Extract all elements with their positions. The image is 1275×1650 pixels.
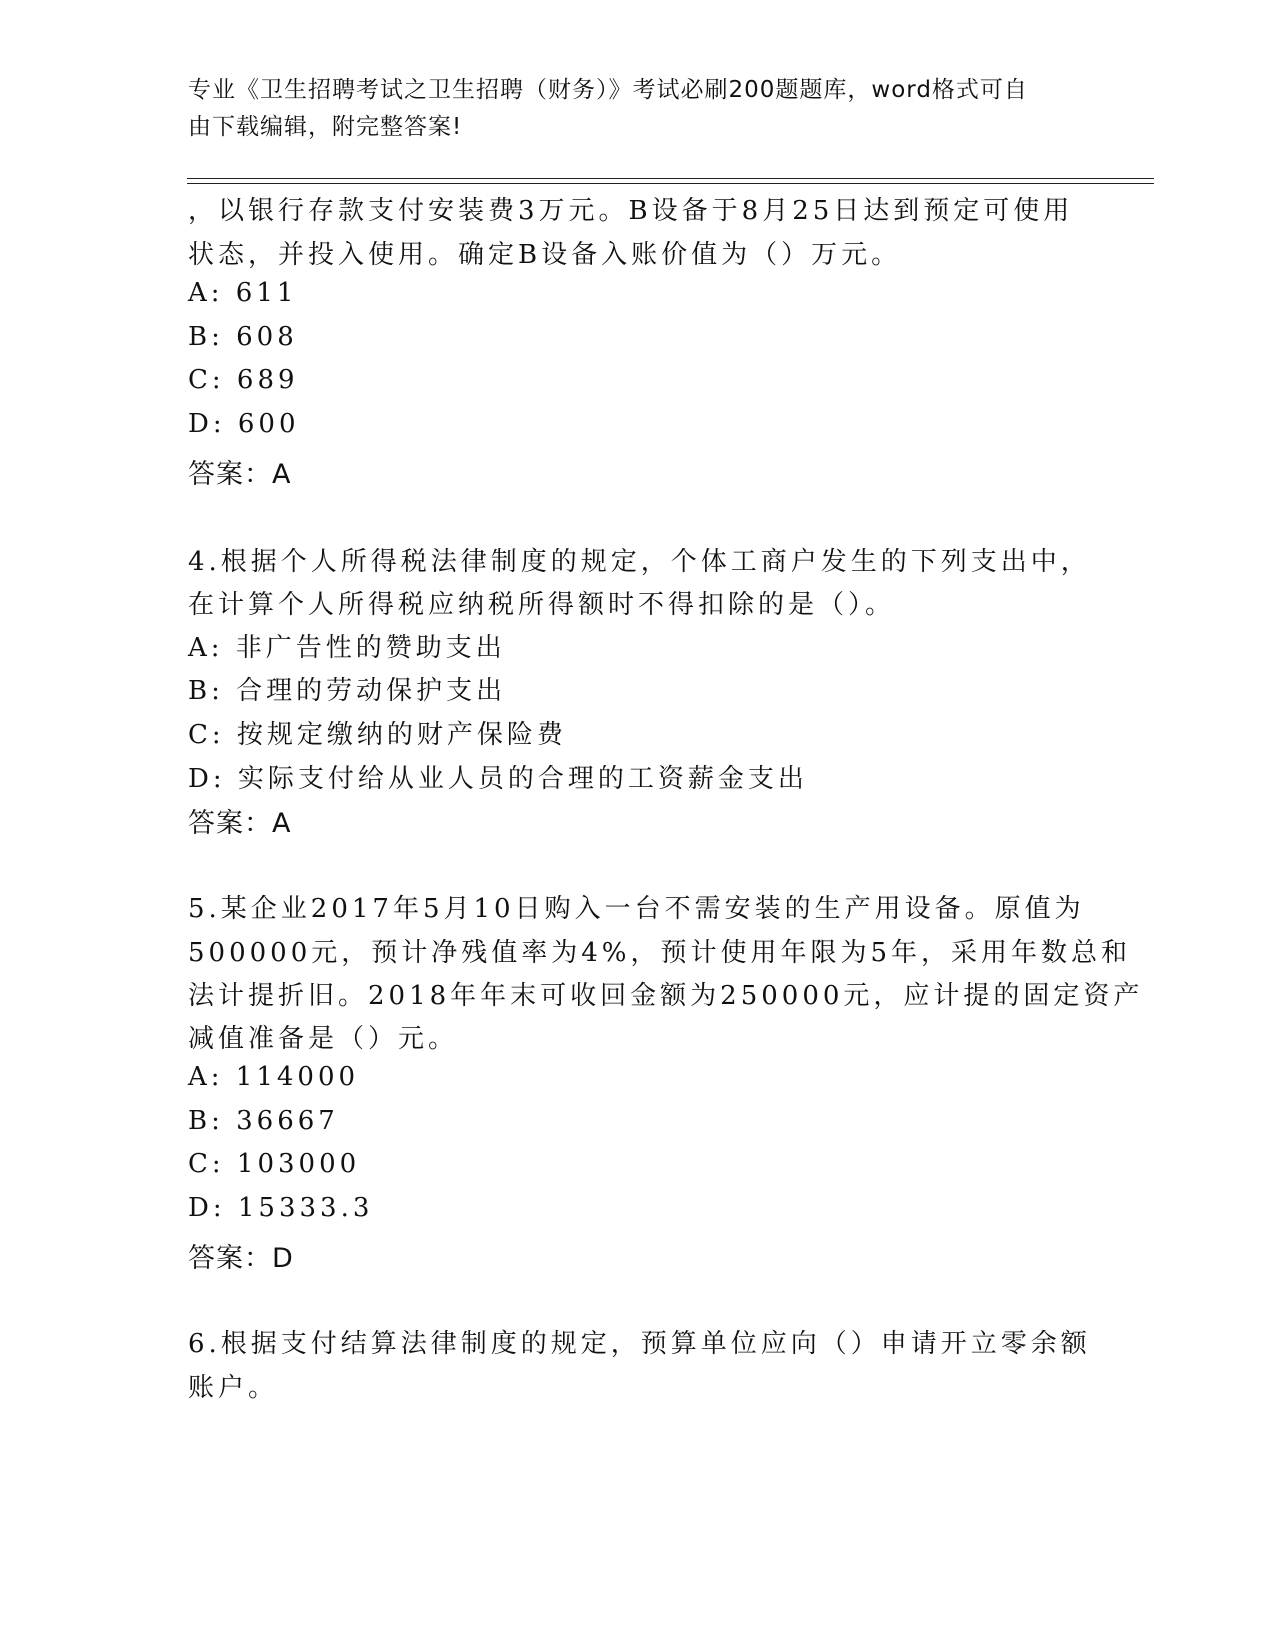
question-5-line-4: 减值准备是（）元。 <box>188 1024 459 1054</box>
question-3-option-a: A: 611 <box>188 278 298 308</box>
question-4-option-d: D: 实际支付给从业人员的合理的工资薪金支出 <box>188 764 808 794</box>
question-4-line-2: 在计算个人所得税应纳税所得额时不得扣除的是（）。 <box>188 590 896 620</box>
question-3-option-b: B: 608 <box>188 322 298 352</box>
header-line-1: 专业《卫生招聘考试之卫生招聘（财务）》考试必刷200题题库，word格式可自 <box>188 77 1028 103</box>
question-5-option-d: D: 15333.3 <box>188 1193 374 1223</box>
question-5-option-a: A: 114000 <box>188 1062 360 1092</box>
question-5-option-c: C: 103000 <box>188 1149 361 1179</box>
question-6-line-1: 6.根据支付结算法律制度的规定，预算单位应向（）申请开立零余额 <box>188 1329 1091 1359</box>
header-divider-top <box>187 178 1154 179</box>
question-4-option-b: B: 合理的劳动保护支出 <box>188 676 507 706</box>
question-4-option-a: A: 非广告性的赞助支出 <box>188 633 506 663</box>
question-5-answer: 答案：D <box>188 1243 294 1274</box>
question-3-option-d: D: 600 <box>188 409 300 439</box>
question-3-answer: 答案：A <box>188 459 292 490</box>
question-6-line-2: 账户。 <box>188 1373 279 1403</box>
question-3-option-c: C: 689 <box>188 365 299 395</box>
header-divider-bottom <box>187 183 1154 184</box>
header-line-2: 由下载编辑，附完整答案! <box>188 114 463 140</box>
question-5-line-2: 500000元，预计净残值率为4%，预计使用年限为5年，采用年数总和 <box>188 938 1132 968</box>
question-4-option-c: C: 按规定缴纳的财产保险费 <box>188 720 567 750</box>
document-header <box>188 72 1068 146</box>
question-5-line-3: 法计提折旧。2018年年末可收回金额为250000元，应计提的固定资产 <box>188 981 1144 1011</box>
question-3-line-2: 状态，并投入使用。确定B设备入账价值为（）万元。 <box>188 240 902 270</box>
question-4-line-1: 4.根据个人所得税法律制度的规定，个体工商户发生的下列支出中， <box>188 547 1091 577</box>
question-4-answer: 答案：A <box>188 808 292 839</box>
question-5-option-b: B: 36667 <box>188 1106 339 1136</box>
question-5-line-1: 5.某企业2017年5月10日购入一台不需安装的生产用设备。原值为 <box>188 894 1085 924</box>
question-3-line-1: ，以银行存款支付安装费3万元。B设备于8月25日达到预定可使用 <box>188 196 1074 226</box>
